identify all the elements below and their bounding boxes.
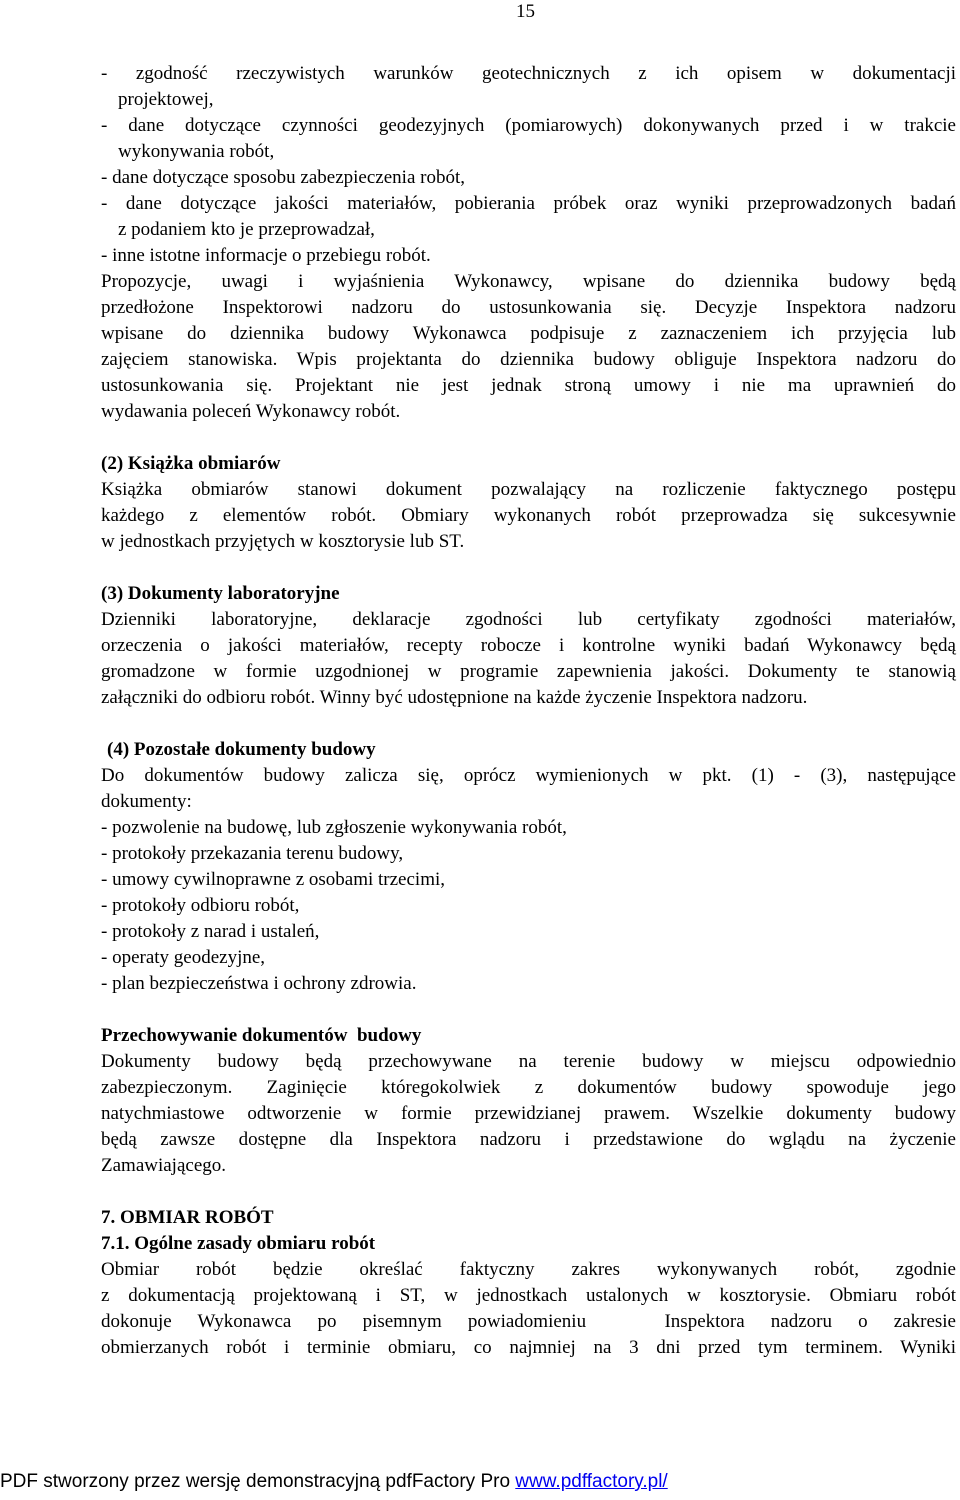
list-item: - operaty geodezyjne, xyxy=(101,947,266,968)
list-item-line: - zgodność rzeczywistych warunków geotechnicznych z ich opisem w dokumentacji xyxy=(101,63,956,84)
chapter-heading: 7. OBMIAR ROBÓT xyxy=(101,1207,274,1228)
paragraph-line: przedłożone Inspektorowi nadzoru do ustosunkowania się. Decyzje Inspektora nadzoru xyxy=(101,297,956,318)
list-item-line: z podaniem kto je przeprowadzał, xyxy=(118,219,375,240)
list-item-line: - dane dotyczące jakości materiałów, pobierania próbek oraz wyniki przeprowadzonych badań xyxy=(101,193,956,214)
list-item: - protokoły odbioru robót, xyxy=(101,895,300,916)
paragraph-line: z dokumentacją projektowaną i ST, w jednostkach ustalonych w kosztorysie. Obmiaru robót xyxy=(101,1285,956,1306)
subsection-heading: 7.1. Ogólne zasady obmiaru robót xyxy=(101,1233,376,1254)
paragraph-line: Dzienniki laboratoryjne, deklaracje zgodności lub certyfikaty zgodności materiałów, xyxy=(101,609,956,630)
paragraph-line: zabezpieczonym. Zaginięcie któregokolwiek z dokumentów budowy spowoduje jego xyxy=(101,1077,956,1098)
list-item-line: projektowej, xyxy=(118,89,214,110)
list-item-line: wykonywania robót, xyxy=(118,141,275,162)
paragraph-line: Zamawiającego. xyxy=(101,1155,227,1176)
list-item: - protokoły z narad i ustaleń, xyxy=(101,921,320,942)
paragraph xyxy=(101,1049,956,1179)
list-item xyxy=(101,165,956,191)
paragraph-line: wpisane do dziennika budowy Wykonawca podpisuje z zaznaczeniem ich przyjęcia lub xyxy=(101,323,956,344)
paragraph-line: załączniki do odbioru robót. Winny być udostępnione na każde życzenie Inspektora nadzoru. xyxy=(101,687,808,708)
paragraph-line: będą zawsze dostępne dla Inspektora nadzoru i przedstawione do wglądu na życzenie xyxy=(101,1129,956,1150)
list-item: - protokoły przekazania terenu budowy, xyxy=(101,843,404,864)
document-body xyxy=(101,61,956,1361)
paragraph-line: Do dokumentów budowy zalicza się, oprócz wymienionych w pkt. (1) - (3), następujące xyxy=(101,765,956,786)
list-item xyxy=(101,61,956,113)
paragraph-line: zajęciem stanowiska. Wpis projektanta do dziennika budowy obliguje Inspektora nadzoru do xyxy=(101,349,956,370)
paragraph xyxy=(101,1257,956,1361)
section-heading: (3) Dokumenty laboratoryjne xyxy=(101,583,340,604)
section-heading: (2) Książka obmiarów xyxy=(101,453,281,474)
list-item xyxy=(101,191,956,243)
page-number: 15 xyxy=(516,1,535,22)
paragraph xyxy=(101,763,956,815)
paragraph-line: Propozycje, uwagi i wyjaśnienia Wykonawcy, wpisane do dziennika budowy będą xyxy=(101,271,956,292)
list-item: - plan bezpieczeństwa i ochrony zdrowia. xyxy=(101,973,417,994)
list-item: - pozwolenie na budowę, lub zgłoszenie wykonywania robót, xyxy=(101,817,567,838)
paragraph-line: każdego z elementów robót. Obmiary wykonanych robót przeprowadza się sukcesywnie xyxy=(101,505,956,526)
paragraph-line: ustosunkowania się. Projektant nie jest jednak stroną umowy i nie ma uprawnień do xyxy=(101,375,956,396)
paragraph-line: dokumenty: xyxy=(101,791,192,812)
list-item-line: - inne istotne informacje o przebiegu robót. xyxy=(101,245,431,266)
footer-text: PDF stworzony przez wersję demonstracyjną pdfFactory Pro xyxy=(0,1471,516,1492)
paragraph-line: obmierzanych robót i terminie obmiaru, co najmniej na 3 dni przed tym terminem. Wyniki xyxy=(101,1337,956,1358)
paragraph-line: gromadzone w formie uzgodnionej w programie zapewnienia jakości. Dokumenty te stanowią xyxy=(101,661,956,682)
paragraph-line: orzeczenia o jakości materiałów, recepty robocze i kontrolne wyniki badań Wykonawcy będą xyxy=(101,635,956,656)
list-item xyxy=(101,243,956,269)
paragraph xyxy=(101,607,956,711)
paragraph-line: Książka obmiarów stanowi dokument pozwalający na rozliczenie faktycznego postępu xyxy=(101,479,956,500)
paragraph-line: Dokumenty budowy będą przechowywane na terenie budowy w miejscu odpowiednio xyxy=(101,1051,956,1072)
paragraph xyxy=(101,477,956,555)
paragraph-line: Obmiar robót będzie określać faktyczny zakres wykonywanych robót, zgodnie xyxy=(101,1259,956,1280)
pdf-footer xyxy=(0,1469,960,1495)
section-heading: (4) Pozostałe dokumenty budowy xyxy=(107,739,376,760)
documents-list xyxy=(101,815,956,997)
paragraph-line: natychmiastowe odtworzenie w formie przewidzianej prawem. Wszelkie dokumenty budowy xyxy=(101,1103,956,1124)
section-heading: Przechowywanie dokumentów budowy xyxy=(101,1025,422,1046)
list-item: - umowy cywilnoprawne z osobami trzecimi, xyxy=(101,869,446,890)
list-item xyxy=(101,113,956,165)
paragraph-line: dokonuje Wykonawca po pisemnym powiadomieniu Inspektora nadzoru o zakresie xyxy=(101,1311,956,1332)
list-item-line: - dane dotyczące czynności geodezyjnych (pomiarowych) dokonywanych przed i w trakcie xyxy=(101,115,956,136)
paragraph-line: w jednostkach przyjętych w kosztorysie lub ST. xyxy=(101,531,465,552)
paragraph-propozycje xyxy=(101,269,956,425)
footer-link[interactable]: www.pdffactory.pl/ xyxy=(515,1471,668,1492)
list-item-line: - dane dotyczące sposobu zabezpieczenia robót, xyxy=(101,167,465,188)
paragraph-line: wydawania poleceń Wykonawcy robót. xyxy=(101,401,401,422)
